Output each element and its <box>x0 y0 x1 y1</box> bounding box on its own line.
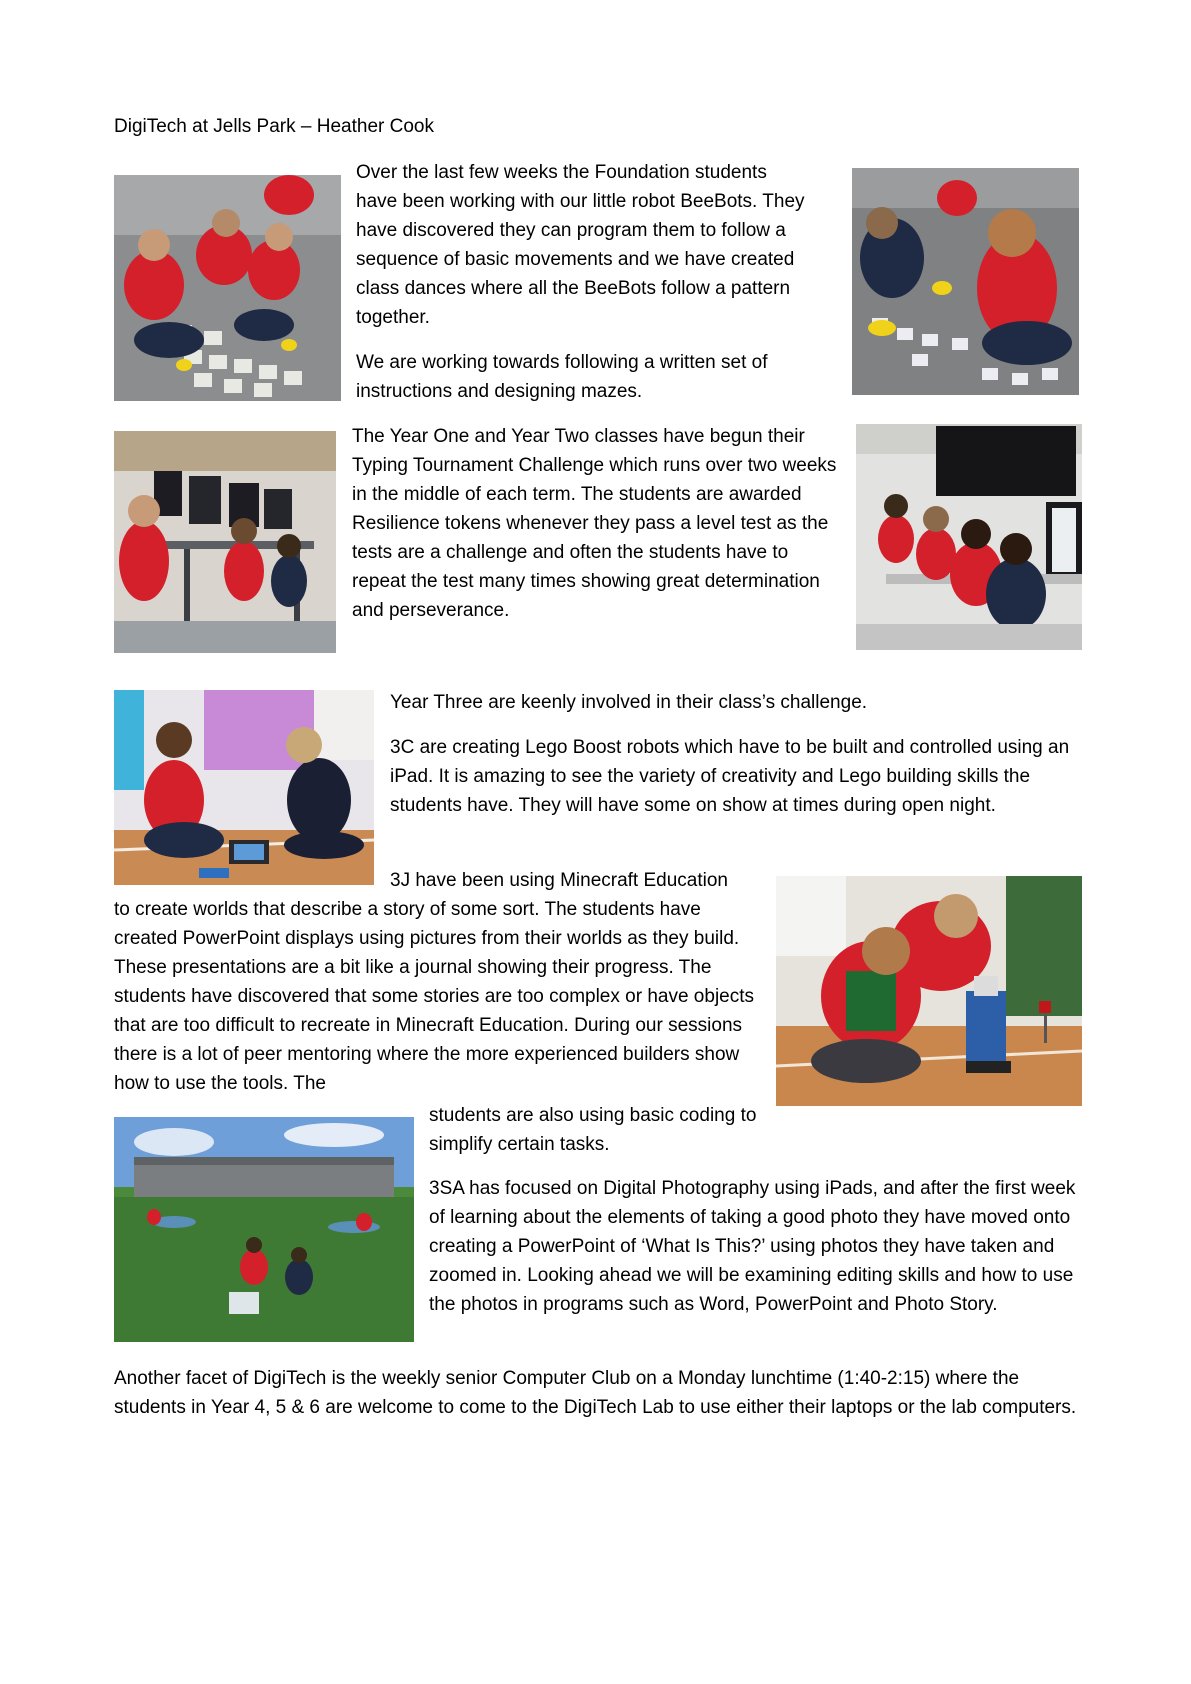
minecraft-paragraph-end: students are also using basic coding to simplify certain tasks. <box>429 1105 757 1155</box>
photography-paragraph: 3SA has focused on Digital Photography using iPads, and after the first week of learning about the elements of taking a good photo they have moved onto creating a PowerPoint of ‘What Is This?’ using photos they have taken and zoomed in. Looking ahead we will be examining editing skills and how to use the photos in programs such as Word, PowerPoint and Photo Story. <box>429 1178 1076 1315</box>
year-three-intro: Year Three are keenly involved in their class’s challenge. <box>390 692 868 713</box>
beebots-photo-right <box>852 168 1079 395</box>
computer-club-paragraph: Another facet of DigiTech is the weekly senior Computer Club on a Monday lunchtime (1:40-2:15) where the students in Year 4, 5 & 6 are welcome to come to the DigiTech Lab to use either their laptops or the lab computers. <box>114 1368 1077 1418</box>
typing-photo-right <box>856 424 1082 650</box>
minecraft-paragraph-start: 3J have been using Minecraft Education <box>390 870 728 891</box>
beebots-paragraph: Over the last few weeks the Foundation students have been working with our little robot BeeBots. They have discovered they can program them to follow a sequence of basic movements and we have created class dances where all the BeeBots follow a pattern together. <box>356 162 805 328</box>
lego-ipad-photo <box>114 690 374 885</box>
minecraft-paragraph-body: to create worlds that describe a story of some sort. The students have created PowerPoint displays using pictures from their worlds as they build. These presentations are a bit like a journal showing their progress. The students have discovered that some stories are too complex or have objects that are too difficult to recreate in Minecraft Education. During our sessions there is a lot of peer mentoring where the more experienced builders show how to use the tools. The <box>114 899 755 1094</box>
page-title: DigiTech at Jells Park – Heather Cook <box>114 116 434 137</box>
mazes-paragraph: We are working towards following a written set of instructions and designing mazes. <box>356 352 768 402</box>
typing-photo-left <box>114 431 336 653</box>
typing-paragraph: The Year One and Year Two classes have begun their Typing Tournament Challenge which runs over two weeks in the middle of each term. The students are awarded Resilience tokens whenever they pass a level test as the tests are a challenge and often the students have to repeat the test many times showing great determination and perseverance. <box>352 426 837 621</box>
lego-robot-photo <box>776 876 1082 1106</box>
beebots-photo-left <box>114 175 341 401</box>
lego-boost-paragraph: 3C are creating Lego Boost robots which have to be built and controlled using an iPad. It is amazing to see the variety of creativity and Lego building skills the students have. They will have some on show at times during open night. <box>390 737 1070 816</box>
outdoor-photography-photo <box>114 1117 414 1342</box>
